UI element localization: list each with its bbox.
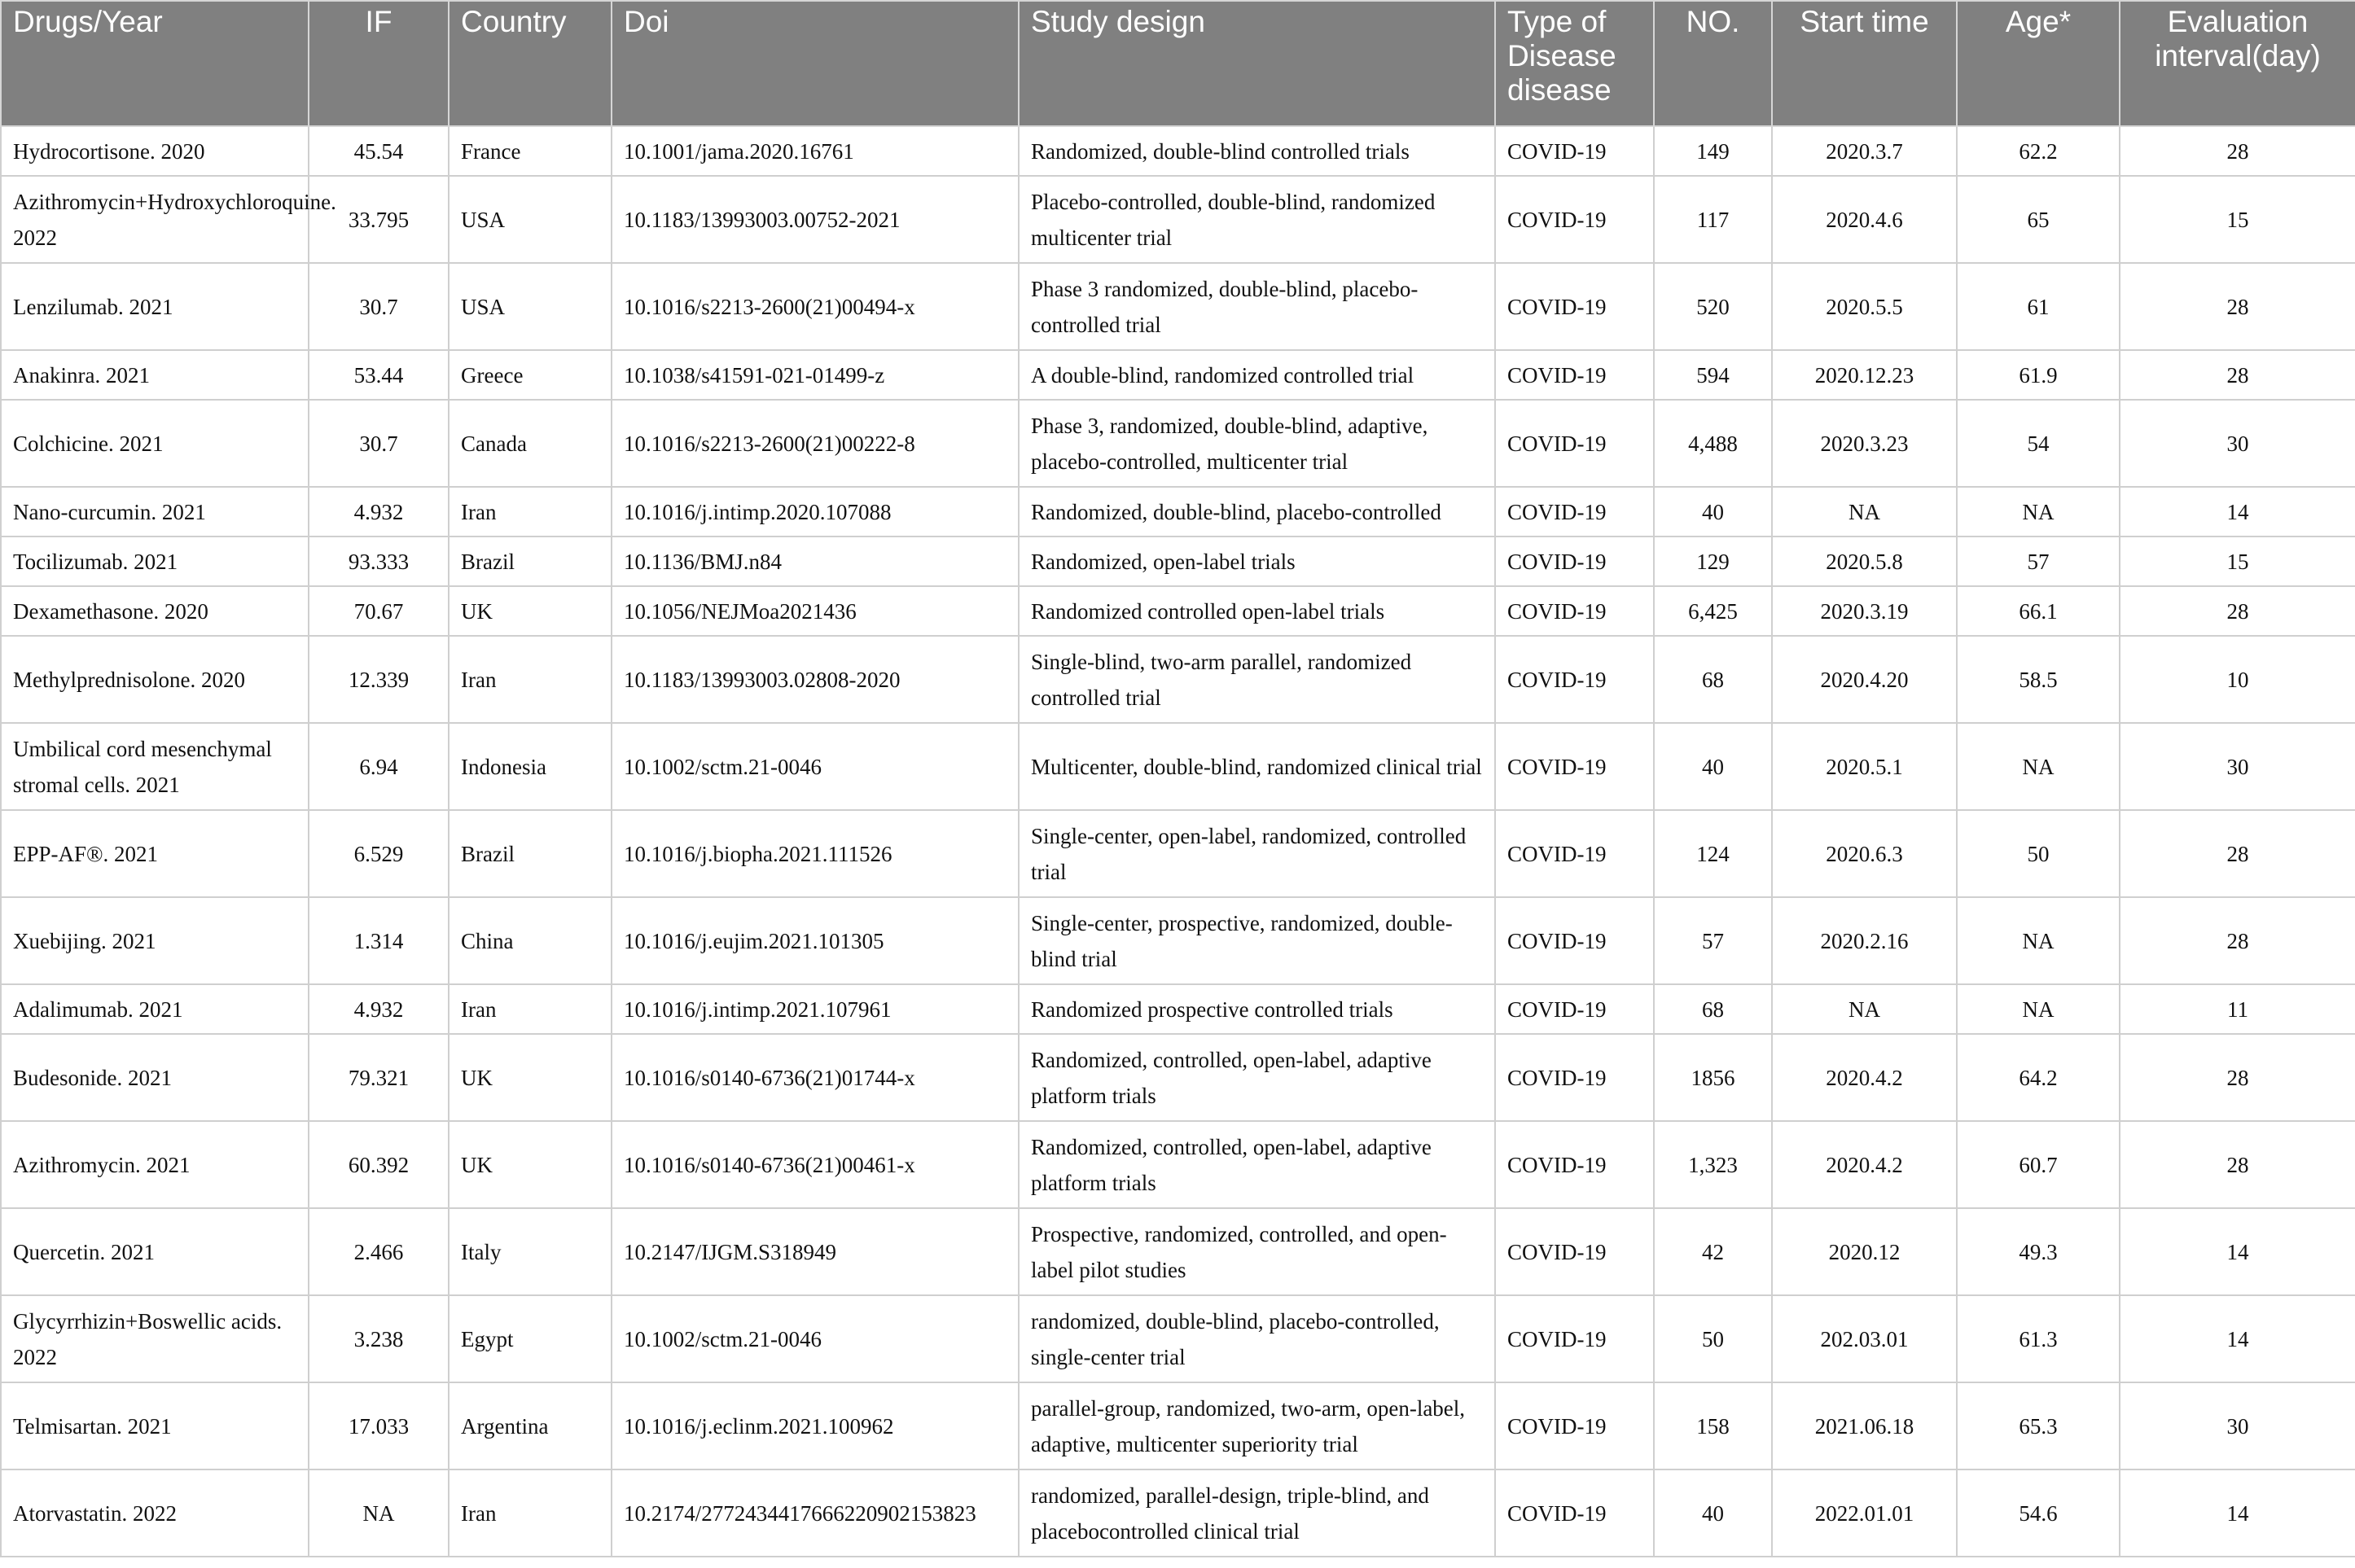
cell-doi: 10.1016/j.intimp.2020.107088: [612, 487, 1019, 537]
table-row: [1, 350, 2355, 400]
cell-interval: 30: [2120, 1382, 2355, 1469]
cell-drug: Adalimumab. 2021: [1, 984, 309, 1034]
cell-age: NA: [1957, 897, 2120, 984]
col-header-design: Study design: [1019, 1, 1495, 126]
cell-doi: 10.1016/s0140-6736(21)00461-x: [612, 1121, 1019, 1208]
cell-drug: Colchicine. 2021: [1, 400, 309, 487]
cell-start: 2020.4.6: [1772, 176, 1957, 263]
table-row: [1, 1034, 2355, 1121]
cell-interval: 28: [2120, 263, 2355, 350]
cell-doi: 10.1183/13993003.02808-2020: [612, 636, 1019, 723]
cell-doi: 10.1016/j.biopha.2021.111526: [612, 810, 1019, 897]
cell-no: 149: [1654, 126, 1772, 176]
cell-age: 54.6: [1957, 1469, 2120, 1557]
cell-interval: 28: [2120, 586, 2355, 636]
cell-disease: COVID-19: [1495, 586, 1654, 636]
cell-start: 2020.4.2: [1772, 1121, 1957, 1208]
cell-doi: 10.1002/sctm.21-0046: [612, 723, 1019, 810]
table-row: [1, 1121, 2355, 1208]
table-row: [1, 176, 2355, 263]
cell-no: 117: [1654, 176, 1772, 263]
table-row: [1, 984, 2355, 1034]
table-row: [1, 126, 2355, 176]
cell-drug: Azithromycin. 2021: [1, 1121, 309, 1208]
cell-if: 30.7: [309, 400, 449, 487]
cell-drug: Azithromycin+Hydroxychloroquine. 2022: [1, 176, 309, 263]
cell-drug: Budesonide. 2021: [1, 1034, 309, 1121]
cell-interval: 28: [2120, 126, 2355, 176]
col-header-drug: Drugs/Year: [1, 1, 309, 126]
cell-if: 12.339: [309, 636, 449, 723]
cell-if: 70.67: [309, 586, 449, 636]
cell-country: USA: [449, 263, 612, 350]
cell-design: Phase 3 randomized, double-blind, placebo-controlled trial: [1019, 263, 1495, 350]
cell-country: Iran: [449, 984, 612, 1034]
cell-if: 79.321: [309, 1034, 449, 1121]
cell-if: 17.033: [309, 1382, 449, 1469]
cell-start: 2022.01.01: [1772, 1469, 1957, 1557]
cell-no: 40: [1654, 487, 1772, 537]
cell-interval: 15: [2120, 176, 2355, 263]
cell-disease: COVID-19: [1495, 350, 1654, 400]
cell-doi: 10.1136/BMJ.n84: [612, 537, 1019, 586]
cell-disease: COVID-19: [1495, 897, 1654, 984]
cell-if: 93.333: [309, 537, 449, 586]
cell-disease: COVID-19: [1495, 1034, 1654, 1121]
cell-country: Brazil: [449, 810, 612, 897]
cell-start: 2020.3.7: [1772, 126, 1957, 176]
table-row: [1, 1295, 2355, 1382]
cell-age: 65: [1957, 176, 2120, 263]
cell-disease: COVID-19: [1495, 1469, 1654, 1557]
cell-disease: COVID-19: [1495, 1208, 1654, 1295]
cell-design: Single-center, open-label, randomized, controlled trial: [1019, 810, 1495, 897]
cell-if: 3.238: [309, 1295, 449, 1382]
cell-disease: COVID-19: [1495, 176, 1654, 263]
cell-if: 30.7: [309, 263, 449, 350]
col-header-start: Start time: [1772, 1, 1957, 126]
cell-country: Brazil: [449, 537, 612, 586]
table-row: [1, 537, 2355, 586]
cell-doi: 10.2174/2772434417666220902153823: [612, 1469, 1019, 1557]
cell-country: Greece: [449, 350, 612, 400]
cell-age: 61.9: [1957, 350, 2120, 400]
cell-disease: COVID-19: [1495, 984, 1654, 1034]
cell-age: NA: [1957, 984, 2120, 1034]
cell-design: randomized, parallel-design, triple-blind, and placebocontrolled clinical trial: [1019, 1469, 1495, 1557]
cell-disease: COVID-19: [1495, 636, 1654, 723]
cell-drug: Tocilizumab. 2021: [1, 537, 309, 586]
cell-if: 33.795: [309, 176, 449, 263]
cell-doi: 10.1183/13993003.00752-2021: [612, 176, 1019, 263]
cell-doi: 10.1002/sctm.21-0046: [612, 1295, 1019, 1382]
cell-design: Randomized, double-blind, placebo-controlled: [1019, 487, 1495, 537]
cell-interval: 28: [2120, 810, 2355, 897]
table-row: [1, 636, 2355, 723]
cell-design: Randomized, double-blind controlled trials: [1019, 126, 1495, 176]
cell-drug: Umbilical cord mesenchymal stromal cells. 2021: [1, 723, 309, 810]
cell-if: 53.44: [309, 350, 449, 400]
cell-age: 60.7: [1957, 1121, 2120, 1208]
cell-drug: EPP-AF®. 2021: [1, 810, 309, 897]
cell-if: 1.314: [309, 897, 449, 984]
cell-drug: Lenzilumab. 2021: [1, 263, 309, 350]
col-header-interval: Evaluation interval(day): [2120, 1, 2355, 126]
table-row: [1, 810, 2355, 897]
cell-disease: COVID-19: [1495, 400, 1654, 487]
cell-country: Indonesia: [449, 723, 612, 810]
cell-country: France: [449, 126, 612, 176]
cell-country: UK: [449, 586, 612, 636]
table-row: [1, 723, 2355, 810]
cell-start: 202.03.01: [1772, 1295, 1957, 1382]
cell-interval: 30: [2120, 723, 2355, 810]
cell-if: 2.466: [309, 1208, 449, 1295]
cell-design: Prospective, randomized, controlled, and open-label pilot studies: [1019, 1208, 1495, 1295]
cell-if: 60.392: [309, 1121, 449, 1208]
cell-interval: 11: [2120, 984, 2355, 1034]
cell-start: 2020.5.1: [1772, 723, 1957, 810]
cell-start: 2020.6.3: [1772, 810, 1957, 897]
cell-country: Argentina: [449, 1382, 612, 1469]
cell-doi: 10.1016/s2213-2600(21)00222-8: [612, 400, 1019, 487]
cell-age: NA: [1957, 487, 2120, 537]
cell-doi: 10.1016/j.eujim.2021.101305: [612, 897, 1019, 984]
cell-if: 6.529: [309, 810, 449, 897]
cell-age: 49.3: [1957, 1208, 2120, 1295]
table-row: [1, 1208, 2355, 1295]
cell-no: 42: [1654, 1208, 1772, 1295]
cell-country: Iran: [449, 487, 612, 537]
cell-interval: 28: [2120, 350, 2355, 400]
cell-start: 2020.4.20: [1772, 636, 1957, 723]
cell-age: NA: [1957, 723, 2120, 810]
cell-age: 65.3: [1957, 1382, 2120, 1469]
cell-start: 2020.12: [1772, 1208, 1957, 1295]
cell-interval: 10: [2120, 636, 2355, 723]
cell-no: 520: [1654, 263, 1772, 350]
cell-country: USA: [449, 176, 612, 263]
cell-no: 57: [1654, 897, 1772, 984]
cell-if: 4.932: [309, 984, 449, 1034]
cell-drug: Xuebijing. 2021: [1, 897, 309, 984]
cell-start: 2020.3.19: [1772, 586, 1957, 636]
table-row: [1, 400, 2355, 487]
cell-if: 45.54: [309, 126, 449, 176]
cell-drug: Glycyrrhizin+Boswellic acids. 2022: [1, 1295, 309, 1382]
cell-country: UK: [449, 1121, 612, 1208]
col-header-age: Age*: [1957, 1, 2120, 126]
cell-doi: 10.1016/s0140-6736(21)01744-x: [612, 1034, 1019, 1121]
cell-doi: 10.1016/j.eclinm.2021.100962: [612, 1382, 1019, 1469]
cell-country: China: [449, 897, 612, 984]
cell-disease: COVID-19: [1495, 126, 1654, 176]
cell-disease: COVID-19: [1495, 263, 1654, 350]
col-header-if: IF: [309, 1, 449, 126]
cell-no: 40: [1654, 723, 1772, 810]
cell-no: 68: [1654, 636, 1772, 723]
col-header-country: Country: [449, 1, 612, 126]
cell-country: Canada: [449, 400, 612, 487]
cell-drug: Nano-curcumin. 2021: [1, 487, 309, 537]
cell-doi: 10.1056/NEJMoa2021436: [612, 586, 1019, 636]
cell-if: 4.932: [309, 487, 449, 537]
cell-drug: Dexamethasone. 2020: [1, 586, 309, 636]
header-row: [1, 1, 2355, 126]
cell-no: 4,488: [1654, 400, 1772, 487]
cell-start: NA: [1772, 487, 1957, 537]
col-header-doi: Doi: [612, 1, 1019, 126]
cell-start: 2020.5.5: [1772, 263, 1957, 350]
cell-disease: COVID-19: [1495, 537, 1654, 586]
cell-start: NA: [1772, 984, 1957, 1034]
cell-no: 129: [1654, 537, 1772, 586]
cell-start: 2020.5.8: [1772, 537, 1957, 586]
cell-interval: 14: [2120, 1295, 2355, 1382]
cell-interval: 28: [2120, 1121, 2355, 1208]
cell-age: 58.5: [1957, 636, 2120, 723]
cell-interval: 30: [2120, 400, 2355, 487]
cell-design: Randomized, controlled, open-label, adaptive platform trials: [1019, 1121, 1495, 1208]
cell-interval: 28: [2120, 897, 2355, 984]
table-row: [1, 263, 2355, 350]
cell-doi: 10.1016/s2213-2600(21)00494-x: [612, 263, 1019, 350]
cell-start: 2021.06.18: [1772, 1382, 1957, 1469]
cell-no: 158: [1654, 1382, 1772, 1469]
cell-disease: COVID-19: [1495, 1121, 1654, 1208]
cell-start: 2020.4.2: [1772, 1034, 1957, 1121]
cell-doi: 10.2147/IJGM.S318949: [612, 1208, 1019, 1295]
cell-design: Placebo-controlled, double-blind, randomized multicenter trial: [1019, 176, 1495, 263]
cell-no: 6,425: [1654, 586, 1772, 636]
cell-disease: COVID-19: [1495, 1295, 1654, 1382]
cell-country: UK: [449, 1034, 612, 1121]
cell-age: 57: [1957, 537, 2120, 586]
cell-country: Italy: [449, 1208, 612, 1295]
cell-no: 50: [1654, 1295, 1772, 1382]
cell-disease: COVID-19: [1495, 723, 1654, 810]
cell-age: 62.2: [1957, 126, 2120, 176]
cell-design: Randomized prospective controlled trials: [1019, 984, 1495, 1034]
cell-age: 61.3: [1957, 1295, 2120, 1382]
cell-no: 124: [1654, 810, 1772, 897]
cell-disease: COVID-19: [1495, 487, 1654, 537]
cell-country: Iran: [449, 636, 612, 723]
cell-doi: 10.1001/jama.2020.16761: [612, 126, 1019, 176]
cell-age: 54: [1957, 400, 2120, 487]
table-row: [1, 487, 2355, 537]
cell-start: 2020.12.23: [1772, 350, 1957, 400]
table-row: [1, 1382, 2355, 1469]
cell-no: 1,323: [1654, 1121, 1772, 1208]
cell-interval: 14: [2120, 1469, 2355, 1557]
cell-doi: 10.1038/s41591-021-01499-z: [612, 350, 1019, 400]
cell-design: randomized, double-blind, placebo-controlled, single-center trial: [1019, 1295, 1495, 1382]
cell-age: 66.1: [1957, 586, 2120, 636]
cell-disease: COVID-19: [1495, 810, 1654, 897]
cell-age: 50: [1957, 810, 2120, 897]
cell-design: Randomized, controlled, open-label, adaptive platform trials: [1019, 1034, 1495, 1121]
cell-no: 1856: [1654, 1034, 1772, 1121]
cell-country: Egypt: [449, 1295, 612, 1382]
cell-interval: 28: [2120, 1034, 2355, 1121]
cell-design: parallel-group, randomized, two-arm, open-label, adaptive, multicenter superiority trial: [1019, 1382, 1495, 1469]
cell-design: Multicenter, double-blind, randomized clinical trial: [1019, 723, 1495, 810]
col-header-no: NO.: [1654, 1, 1772, 126]
table-row: [1, 897, 2355, 984]
cell-start: 2020.2.16: [1772, 897, 1957, 984]
cell-drug: Atorvastatin. 2022: [1, 1469, 309, 1557]
cell-no: 594: [1654, 350, 1772, 400]
cell-design: Phase 3, randomized, double-blind, adaptive, placebo-controlled, multicenter trial: [1019, 400, 1495, 487]
cell-if: 6.94: [309, 723, 449, 810]
table-row: [1, 586, 2355, 636]
cell-drug: Hydrocortisone. 2020: [1, 126, 309, 176]
cell-no: 40: [1654, 1469, 1772, 1557]
cell-no: 68: [1654, 984, 1772, 1034]
cell-drug: Telmisartan. 2021: [1, 1382, 309, 1469]
cell-drug: Methylprednisolone. 2020: [1, 636, 309, 723]
cell-if: NA: [309, 1469, 449, 1557]
cell-interval: 14: [2120, 1208, 2355, 1295]
cell-design: A double-blind, randomized controlled trial: [1019, 350, 1495, 400]
cell-doi: 10.1016/j.intimp.2021.107961: [612, 984, 1019, 1034]
cell-design: Single-center, prospective, randomized, double-blind trial: [1019, 897, 1495, 984]
cell-disease: COVID-19: [1495, 1382, 1654, 1469]
table-row: [1, 1469, 2355, 1557]
cell-age: 64.2: [1957, 1034, 2120, 1121]
cell-start: 2020.3.23: [1772, 400, 1957, 487]
cell-drug: Quercetin. 2021: [1, 1208, 309, 1295]
cell-drug: Anakinra. 2021: [1, 350, 309, 400]
cell-interval: 14: [2120, 487, 2355, 537]
cell-design: Single-blind, two-arm parallel, randomized controlled trial: [1019, 636, 1495, 723]
cell-age: 61: [1957, 263, 2120, 350]
cell-interval: 15: [2120, 537, 2355, 586]
col-header-disease: Type of Disease disease: [1495, 1, 1654, 126]
cell-design: Randomized controlled open-label trials: [1019, 586, 1495, 636]
cell-design: Randomized, open-label trials: [1019, 537, 1495, 586]
cell-country: Iran: [449, 1469, 612, 1557]
